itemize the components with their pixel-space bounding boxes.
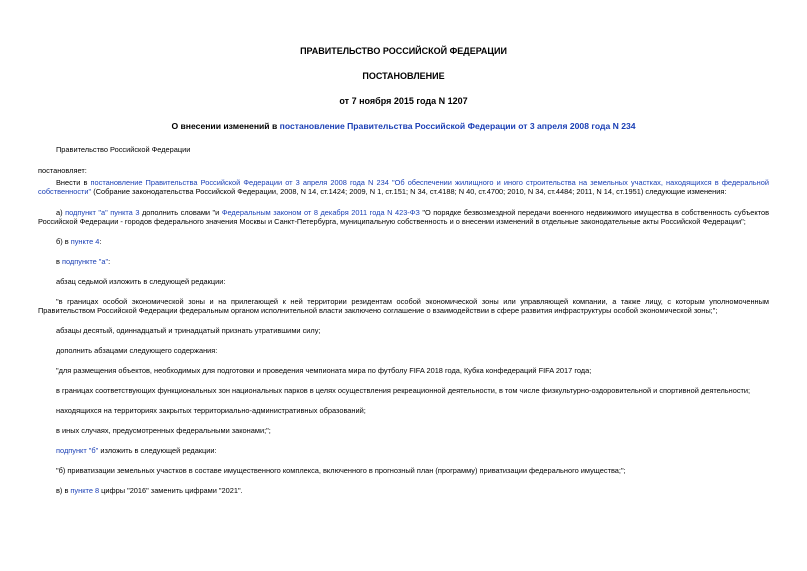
paragraph-subpoint-a bbox=[38, 257, 769, 266]
p3-text-a: Внести в bbox=[56, 178, 91, 188]
p17-text-a: в) в bbox=[56, 485, 71, 495]
p4-text-c: "О порядке безвозмездной передачи военного недвижимого имущества в собственность субъектов Российской Федерации - городов федерального значения Москвы и Санкт-Петербурга, муниципальную собственность и о внесении изменений в отдельные законодательные акты Российской Федерации"; bbox=[38, 207, 769, 226]
p4-text-b: дополнить словами "и bbox=[139, 207, 222, 217]
p4-link-federal-law[interactable]: Федеральным законом от 8 декабря 2011 года N 423-ФЗ bbox=[221, 207, 420, 217]
paragraph-fifa: "для размещения объектов, необходимых для подготовки и проведения чемпионата мира по футболу FIFA 2018 года, Кубка конфедераций FIFA 2017 года; bbox=[56, 365, 592, 375]
paragraph-subpoint-b bbox=[38, 446, 769, 455]
doc-title-link[interactable]: постановление Правительства Российской Федерации от 3 апреля 2008 года N 234 bbox=[279, 120, 636, 131]
p6-text-b: : bbox=[108, 256, 111, 266]
paragraph-supplement: дополнить абзацами следующего содержания: bbox=[56, 345, 218, 355]
p17-link-point-8[interactable]: пункте 8 bbox=[70, 485, 100, 495]
paragraph-government: Правительство Российской Федерации bbox=[56, 145, 191, 155]
paragraph-resolves: постановляет: bbox=[38, 166, 87, 176]
doc-title-prefix: О внесении изменений в bbox=[171, 120, 280, 131]
p4-link-subparagraph[interactable]: подпункт "а" пункта 3 bbox=[65, 207, 140, 217]
issuer-heading: ПРАВИТЕЛЬСТВО РОССИЙСКОЙ ФЕДЕРАЦИИ bbox=[300, 46, 507, 56]
p6-text-a: в bbox=[56, 256, 62, 266]
p3-text-b: (Собрание законодательства Российской Федерации, 2008, N 14, ст.1424; 2009, N 1, ст.151; N 34, ст.4188; N 40, ст.4700; 2010, N 34, ст.4484; 2011, N 14, ст.1951) следующие изменения: bbox=[91, 187, 727, 197]
paragraph-seventh: абзац седьмой изложить в следующей редакции: bbox=[56, 276, 226, 286]
p15-text-b: изложить в следующей редакции: bbox=[98, 445, 217, 455]
p5-text-b: : bbox=[99, 236, 102, 246]
paragraph-privatization: "б) приватизации земельных участков в составе имущественного комплекса, включенного в прогнозный план (программу) приватизации федерального имущества;"; bbox=[56, 465, 626, 475]
p6-link-subpoint-a[interactable]: подпункте "а" bbox=[61, 256, 109, 266]
paragraph-item-c bbox=[38, 486, 769, 495]
p3-link-resolution[interactable]: постановление Правительства Российской Федерации от 3 апреля 2008 года N 234 "Об обеспечении жилищного и иного строительства на земельных участках, находящихся в федеральной собственности" bbox=[38, 178, 769, 197]
paragraph-other-cases: в иных случаях, предусмотренных федеральными законами;"; bbox=[56, 425, 271, 435]
p5-text-a: б) в bbox=[56, 236, 71, 246]
paragraph-item-b bbox=[38, 237, 769, 246]
p17-text-b: цифры "2016" заменить цифрами "2021". bbox=[99, 485, 243, 495]
doc-type-heading: ПОСТАНОВЛЕНИЕ bbox=[362, 70, 445, 81]
paragraph-item-a bbox=[38, 208, 769, 226]
p15-link-subpoint-b[interactable]: подпункт "б" bbox=[56, 445, 99, 455]
paragraph-closed-territories: находящихся на территориях закрытых территориально-административных образований; bbox=[56, 405, 366, 415]
paragraph-parks: в границах соответствующих функциональных зон национальных парков в целях осуществления рекреационной деятельности, в том числе физкультурно-оздоровительной и спортивной деятельности; bbox=[56, 385, 751, 395]
doc-title bbox=[38, 121, 769, 131]
paragraph-amend bbox=[38, 178, 769, 196]
doc-date-heading: от 7 ноября 2015 года N 1207 bbox=[339, 95, 468, 106]
p5-link-point-4[interactable]: пункте 4 bbox=[70, 236, 100, 246]
paragraph-invalid: абзацы десятый, одиннадцатый и тринадцатый признать утратившими силу; bbox=[56, 325, 321, 335]
p4-text-a: а) bbox=[56, 207, 66, 217]
paragraph-sez-text: "в границах особой экономической зоны и на прилегающей к ней территории резидентам особой экономической зоны или управляющей компании, а также лицу, с которым уполномоченным Правительством Российской Федерации федеральным органом исполнительной власти заключено соглашение о взаимодействии в сфере развития инфраструктуры особой экономической зоны;"; bbox=[38, 296, 769, 315]
